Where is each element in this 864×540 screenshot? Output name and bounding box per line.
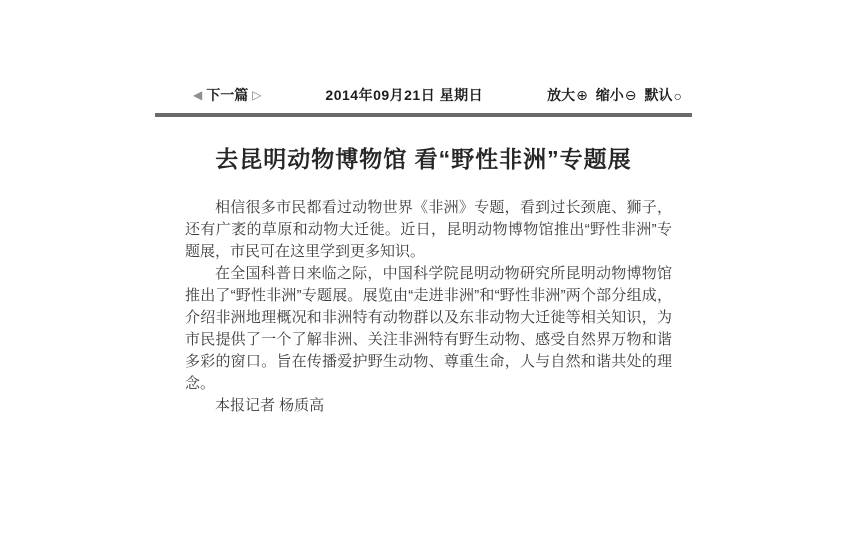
article-paragraph: 在全国科普日来临之际，中国科学院昆明动物研究所昆明动物博物馆推出了“野性非洲”专题展。展览由“走进非洲”和“野性非洲”两个部分组成，介绍非洲地理概况和非洲特有动物群以及东非动物大迁徙等相关知识，为市民提供了一个了解非洲、关注非洲特有野生动物、感受自然界万物和谐多彩的窗口。旨在传播爱护野生动物、尊重生命，人与自然和谐共处的理念。 <box>185 265 672 392</box>
zoom-out-icon[interactable]: ⊖ <box>624 87 637 103</box>
toolbar-divider <box>155 113 692 117</box>
next-article-label[interactable]: 下一篇 <box>206 87 249 103</box>
zoom-default-icon[interactable]: ○ <box>673 87 682 104</box>
zoom-controls <box>547 85 682 105</box>
next-article-arrow-icon[interactable]: ▷ <box>252 88 262 102</box>
article-content-area <box>155 84 692 417</box>
publication-date: 2014年09月21日 星期日 <box>325 87 484 103</box>
reporter-byline: 本报记者 杨质高 <box>215 397 325 414</box>
article-body <box>155 197 692 417</box>
zoom-out-label: 缩小 <box>595 87 624 103</box>
next-article-nav[interactable] <box>193 85 261 105</box>
zoom-in-icon[interactable]: ⊕ <box>576 87 588 103</box>
article-paragraph: 相信很多市民都看过动物世界《非洲》专题，看到过长颈鹿、狮子，还有广袤的草原和动物大迁徙。近日，昆明动物博物馆推出“野性非洲”专题展，市民可在这里学到更多知识。 <box>185 199 672 260</box>
prev-article-arrow-icon[interactable]: ◀ <box>193 88 203 102</box>
article-title: 去昆明动物博物馆 看“野性非洲”专题展 <box>215 146 632 172</box>
zoom-default-label: 默认 <box>644 87 673 103</box>
zoom-in-label: 放大 <box>547 87 576 103</box>
zoom-out-button[interactable] <box>596 85 637 105</box>
zoom-default-button[interactable] <box>645 85 682 105</box>
reader-toolbar <box>155 84 692 106</box>
zoom-in-button[interactable] <box>547 85 588 105</box>
